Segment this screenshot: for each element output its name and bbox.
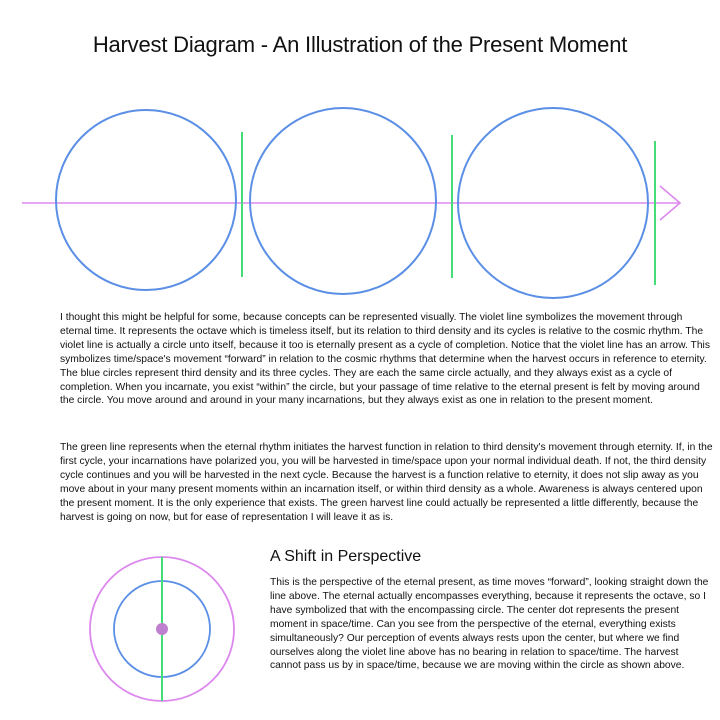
explanation-paragraph-2: The green line represents when the eternal rhythm initiates the harvest function in relation to third density's movement through eternity. If, in the first cycle, your incarnations have polarized you, you will be harvested in time/space upon your normal individual death. If not, the third density cycle continues and you will be harvested in the next cycle. Because the harvest is a function relative to eternity, it does not slip away as you move about in your many present moments within an incarnation itself, or within third density as a whole. Awareness is always centered upon the present moment. It is the only experience that exists. The green harvest line could actually be represented a little differently, because the harvest is going on now, but for ease of representation I will leave it as is. xyxy=(60,442,713,523)
page-title: Harvest Diagram - An Illustration of the Present Moment xyxy=(92,32,628,57)
density-cycle-circle-2 xyxy=(250,108,436,294)
explanation-paragraph-1: I thought this might be helpful for some, because concepts can be represented visually. The violet line symbolizes the movement through eternal time. It represents the octave which is timeless itself, but its relation to third density and its cycles is relative to the cosmic rhythm. The violet line is actually a circle unto itself, because it too is eternally present as a cycle of completion. Notice that the violet line has an arrow. This symbolizes time/space's movement “forward” in relation to the cosmic rhythms that determine when the harvest occurs in reference to eternity. The blue circles represent third density and its three cycles. They are each the same circle actually, and they always exist as a cycle of completion. When you incarnate, you exist “within” the circle, but your passage of time relative to the eternal present is felt by moving around the circle. You move around and around in your many incarnations, but they always exist as one in relation to the present moment. xyxy=(60,312,710,407)
present-moment-dot xyxy=(156,623,168,635)
perspective-paragraph: This is the perspective of the eternal present, as time moves “forward”, looking straight down the line above. The eternal actually encompasses everything, because it represents the octave, so I have symbolized that with the encompassing circle. The center dot represents the present moment in space/time. Can you see from the perspective of the eternal, everything exists simultaneously? Our perception of events always rests upon the center, but where we find ourselves along the violet line above has no bearing in relation to space/time. The harvest cannot pass us by in space/time, because we are moving within the circle as shown above. xyxy=(270,577,709,672)
section-subtitle: A Shift in Perspective xyxy=(270,548,422,565)
density-cycle-circle-1 xyxy=(56,110,236,290)
